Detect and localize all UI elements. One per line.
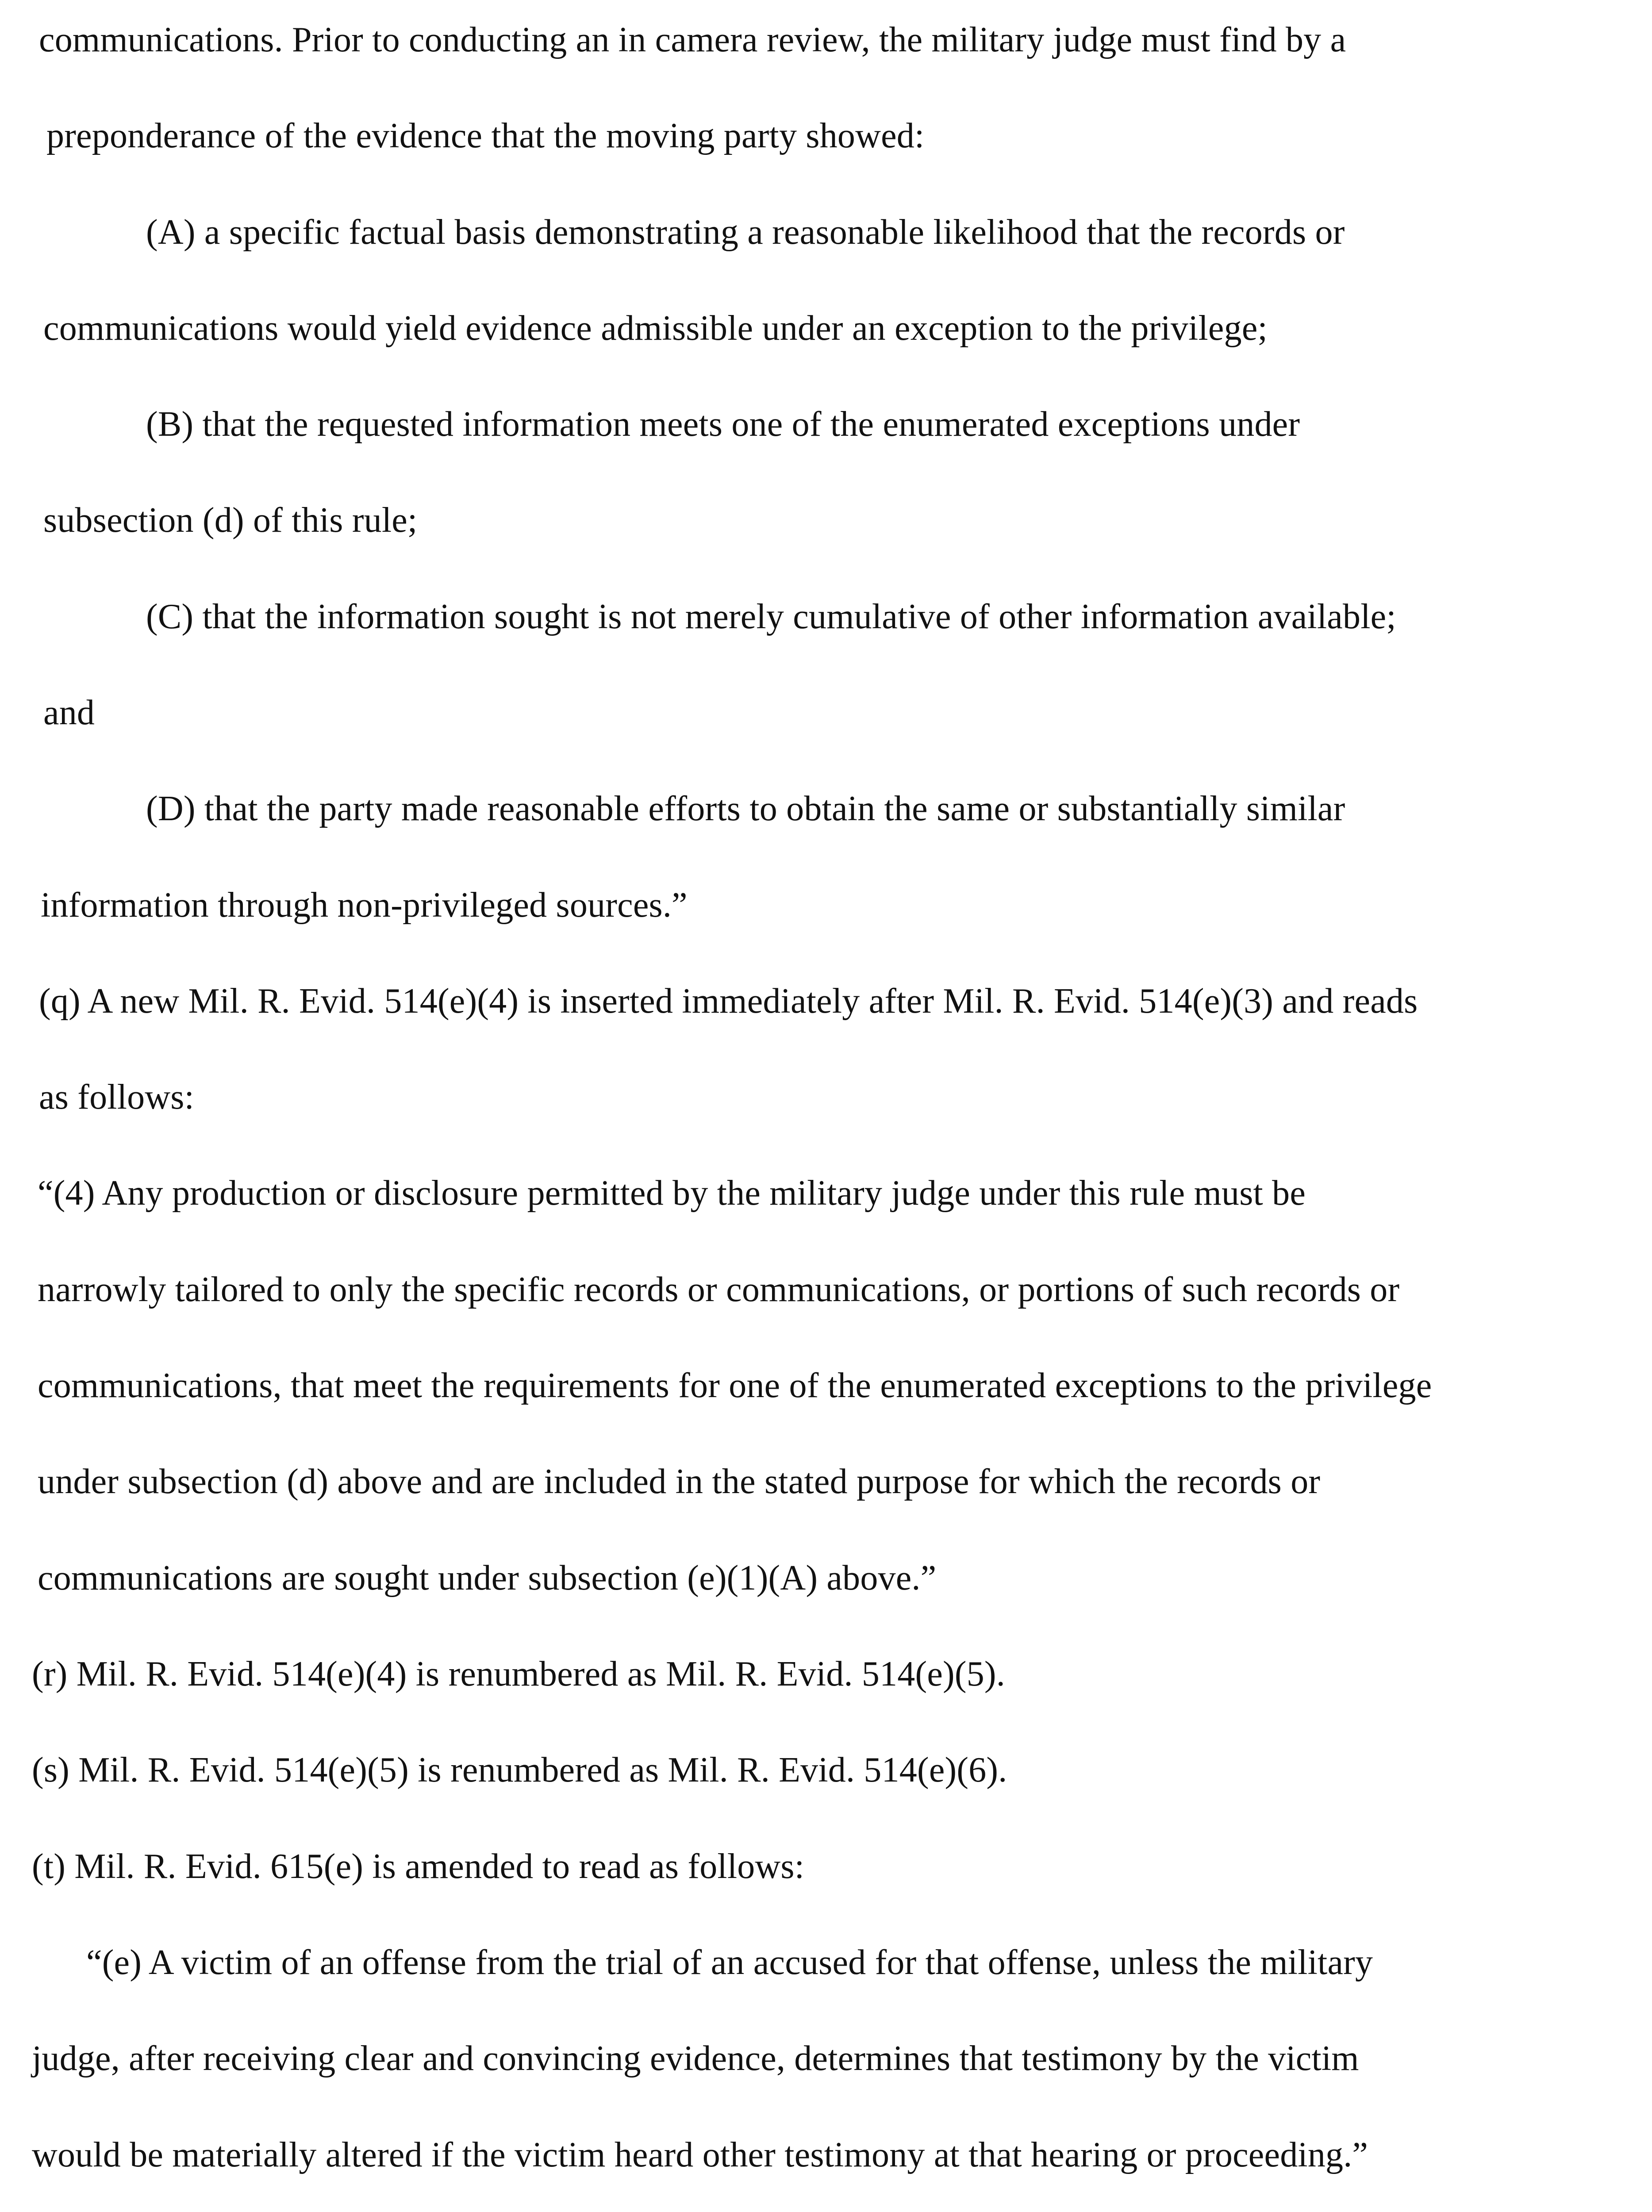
amendment-s: (s) Mil. R. Evid. 514(e)(5) is renumbered as Mil. R. Evid. 514(e)(6).	[32, 1751, 1007, 1790]
quoted-rule-4: “(4) Any production or disclosure permitted by the military judge under this rule must be	[38, 1174, 1306, 1213]
text-line: and	[43, 693, 95, 732]
amendment-q: (q) A new Mil. R. Evid. 514(e)(4) is inserted immediately after Mil. R. Evid. 514(e)(3) and reads	[39, 982, 1418, 1021]
text-line: preponderance of the evidence that the moving party showed:	[46, 116, 925, 155]
text-line: under subsection (d) above and are included in the stated purpose for which the records or	[38, 1462, 1321, 1501]
text-line: information through non-privileged sources.”	[41, 886, 688, 925]
list-item-b: (B) that the requested information meets one of the enumerated exceptions under	[146, 405, 1300, 444]
list-item-a: (A) a specific factual basis demonstrating a reasonable likelihood that the records or	[146, 213, 1345, 252]
text-line: communications, that meet the requirements for one of the enumerated exceptions to the privilege	[38, 1366, 1432, 1405]
quoted-rule-e: “(e) A victim of an offense from the trial of an accused for that offense, unless the military	[86, 1943, 1373, 1982]
text-line: judge, after receiving clear and convincing evidence, determines that testimony by the victim	[32, 2039, 1359, 2078]
text-line: as follows:	[39, 1078, 195, 1117]
text-line: communications would yield evidence admissible under an exception to the privilege;	[43, 309, 1268, 348]
list-item-c: (C) that the information sought is not merely cumulative of other information available;	[146, 597, 1396, 636]
text-line: would be materially altered if the victim heard other testimony at that hearing or proceeding.”	[32, 2135, 1368, 2174]
text-line: communications. Prior to conducting an in camera review, the military judge must find by a	[39, 20, 1346, 59]
text-line: subsection (d) of this rule;	[43, 501, 418, 540]
text-line: narrowly tailored to only the specific records or communications, or portions of such records or	[38, 1270, 1400, 1309]
text-line: communications are sought under subsection (e)(1)(A) above.”	[38, 1559, 937, 1598]
amendment-r: (r) Mil. R. Evid. 514(e)(4) is renumbered as Mil. R. Evid. 514(e)(5).	[32, 1655, 1005, 1694]
list-item-d: (D) that the party made reasonable efforts to obtain the same or substantially similar	[146, 789, 1345, 828]
amendment-t: (t) Mil. R. Evid. 615(e) is amended to read as follows:	[32, 1847, 805, 1886]
